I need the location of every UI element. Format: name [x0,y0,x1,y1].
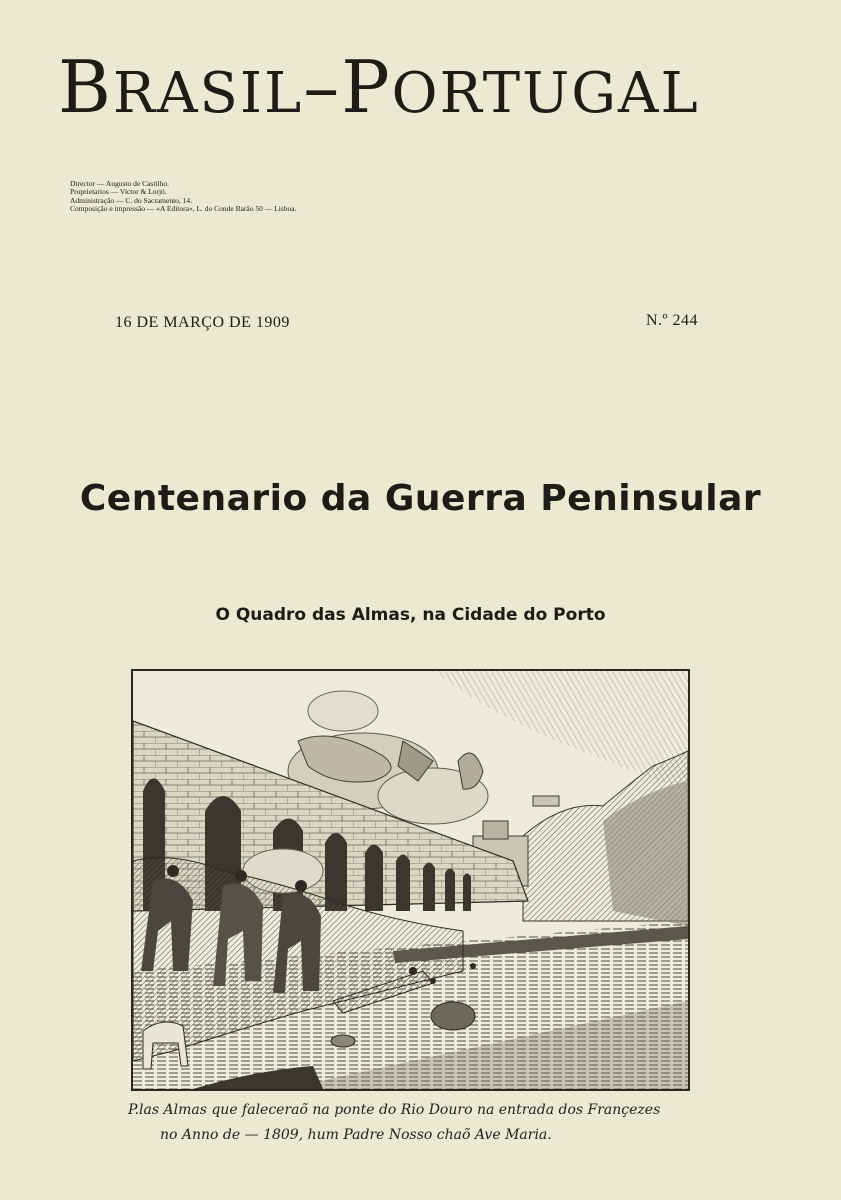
credit-owners: Proprietarios — Victor & Lorjó. [70,187,167,197]
issue-date: 16 DE MARÇO DE 1909 [115,314,290,331]
credit-administration: Administração — C. do Sacramento, 14. [70,195,193,205]
credit-printing: Composição e impressão — «A Editora», L. do Conde Barão 50 — Lisboa. [70,203,297,213]
publication-credits [70,180,470,213]
masthead-dash: – [303,45,342,129]
masthead-initial-b: B [58,45,113,129]
masthead-rasil: RASIL [112,61,304,126]
engraving-artwork [133,671,688,1089]
caption-line-1: P.las Almas que faleceraõ na ponte do Rio Douro na entrada dos Françezes [128,1102,661,1118]
engraving-caption [128,1098,708,1148]
issue-number: N.º 244 [646,312,699,329]
article-subheadline: O Quadro das Almas, na Cidade do Porto [215,605,606,625]
credit-director: Director — Augusto de Castilho. [70,179,169,188]
masthead-title [58,42,778,139]
engraving-illustration [131,669,690,1091]
article-headline: Centenario da Guerra Peninsular [79,478,762,519]
masthead-initial-p: P [341,45,392,129]
caption-line-2: no Anno de — 1809, hum Padre Nosso chaõ Ave Maria. [160,1127,552,1143]
masthead-ortugal: ORTUGAL [391,61,700,126]
